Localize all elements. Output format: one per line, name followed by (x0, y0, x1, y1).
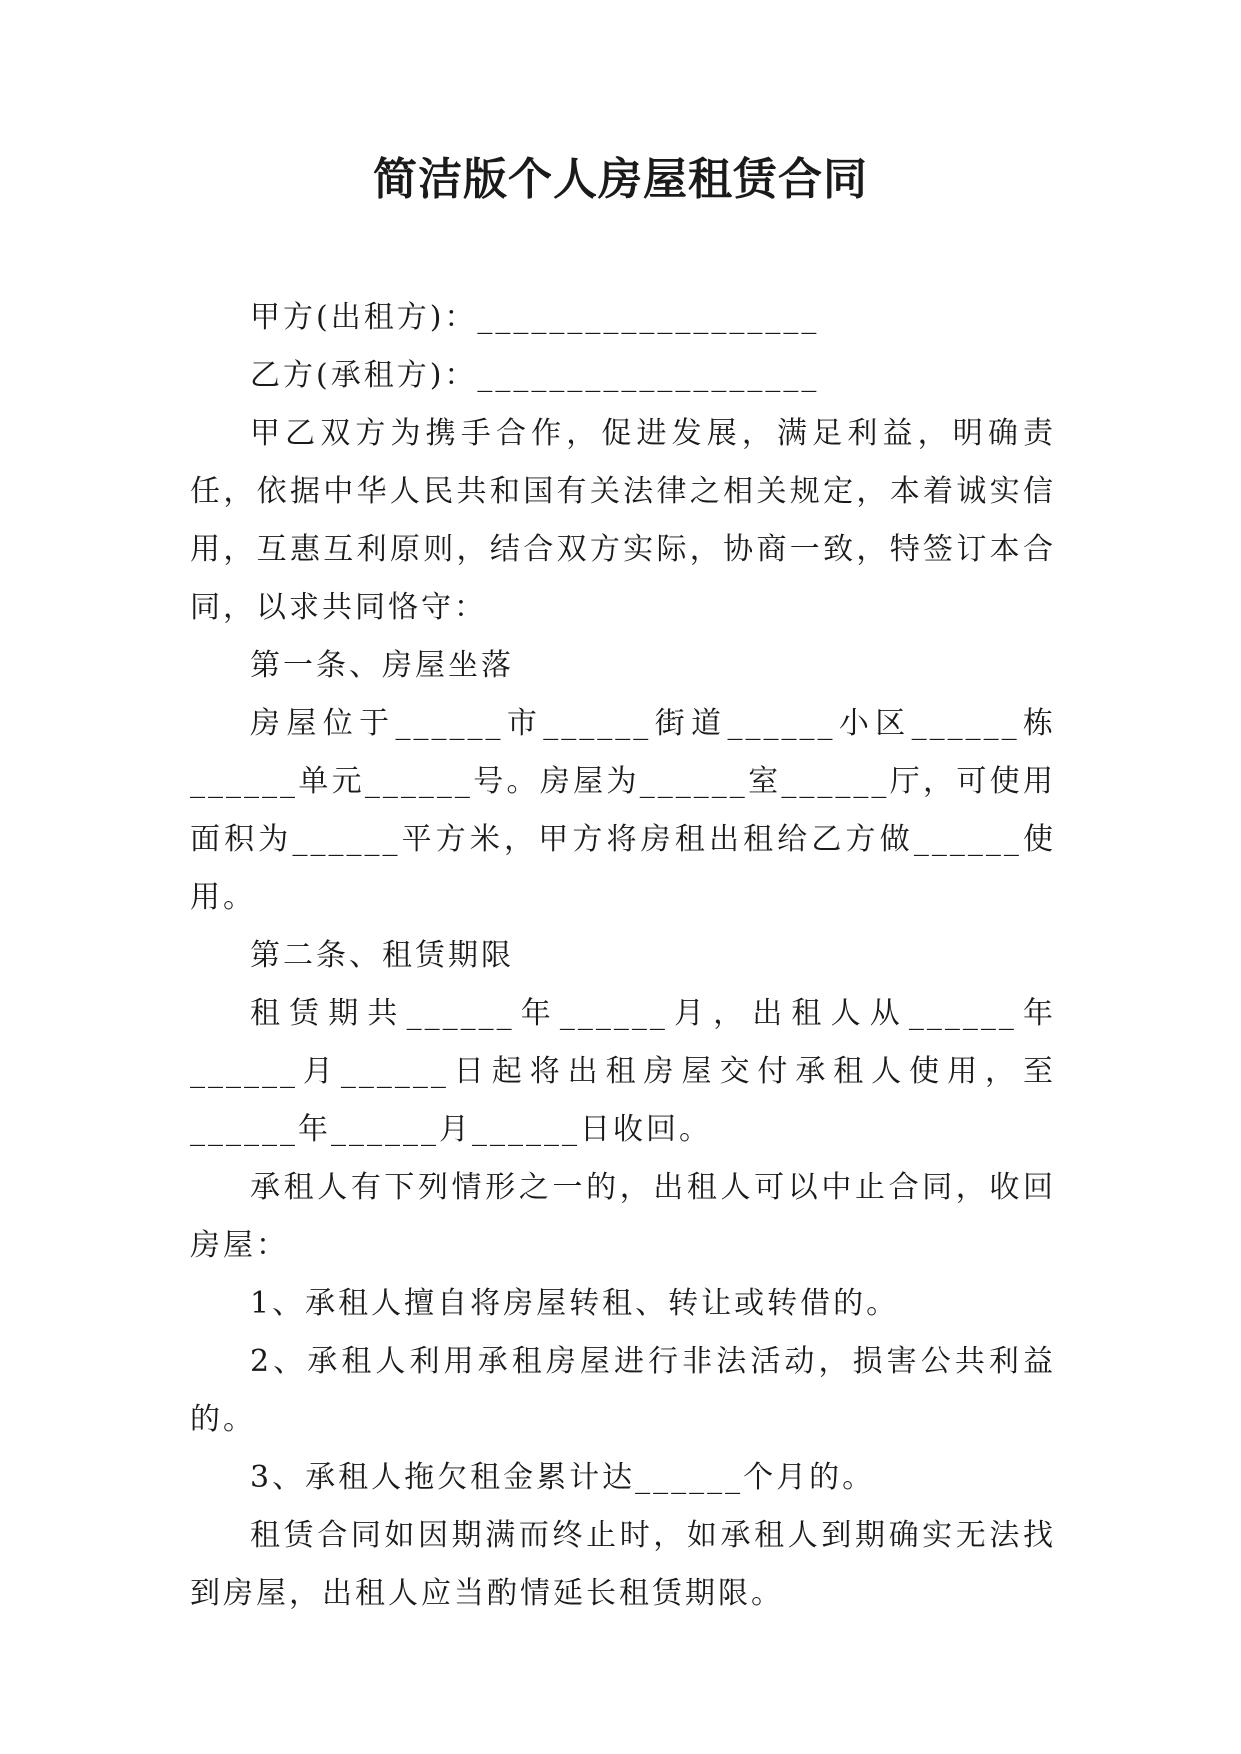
termination-item-2: 2、承租人利用承租房屋进行非法活动，损害公共利益的。 (190, 1344, 1056, 1437)
document-body (190, 289, 1056, 1623)
preamble-paragraph: 甲乙双方为携手合作，促进发展，满足利益，明确责任，依据中华人民共和国有关法律之相关规定，本着诚实信用，互惠互利原则，结合双方实际，协商一致，特签订本合同，以求共同恪守： (190, 416, 1056, 625)
party-a-line: 甲方(出租方)：___________________ (250, 300, 820, 335)
article-1-heading: 第一条、房屋坐落 (250, 648, 514, 683)
extension-paragraph: 租赁合同如因期满而终止时，如承租人到期确实无法找到房屋，出租人应当酌情延长租赁期限。 (190, 1518, 1056, 1611)
article-2-heading: 第二条、租赁期限 (250, 938, 514, 973)
article-2-paragraph: 租赁期共______年______月，出租人从______年______月______日起将出租房屋交付承租人使用，至______年______月______日收回。 (190, 996, 1056, 1147)
party-b-line: 乙方(承租方)：___________________ (250, 358, 820, 393)
termination-paragraph: 承租人有下列情形之一的，出租人可以中止合同，收回房屋： (190, 1170, 1056, 1263)
article-1-paragraph: 房屋位于______市______街道______小区______栋______单元______号。房屋为______室______厅，可使用面积为______平方米，甲方将房租出租给乙方做______使用。 (190, 706, 1056, 915)
termination-item-1: 1、承租人擅自将房屋转租、转让或转借的。 (250, 1286, 900, 1321)
termination-item-3: 3、承租人拖欠租金累计达______个月的。 (250, 1460, 876, 1495)
document-title: 简洁版个人房屋租赁合同 (373, 154, 868, 205)
